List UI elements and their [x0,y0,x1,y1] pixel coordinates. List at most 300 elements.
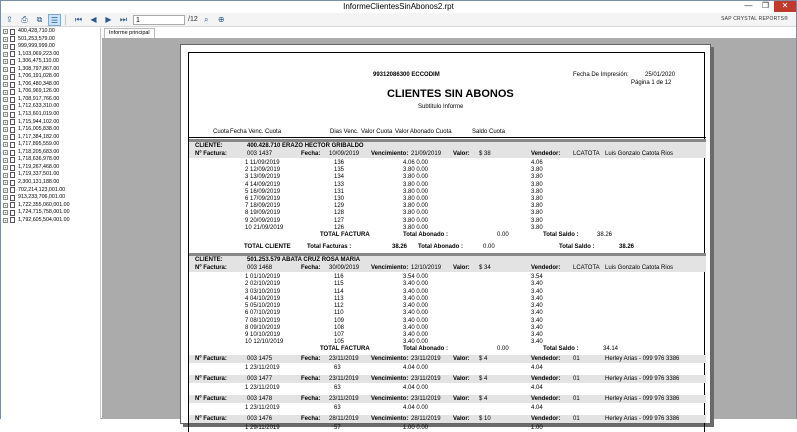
installment-balance: 3.40 [531,324,543,331]
invoice-balance-label: Total Saldo : [543,232,579,238]
invoice-label: Nº Factura: [195,376,227,382]
due-date-label: Vencimiento: [371,265,409,271]
due-date-label: Vencimiento: [371,356,409,362]
copy-icon[interactable]: ⧉ [36,14,43,24]
next-page-icon[interactable]: ▶ [105,14,112,24]
installment-row: 6 17/09/2019 [245,196,281,202]
tree-item[interactable] [1,141,100,149]
client-balance-label: Total Saldo : [559,244,595,250]
days-overdue: 136 [334,160,345,166]
tree-item-label: 1,792,605,504,001.00 [18,216,70,223]
seller-label: Vendedor: [531,376,561,382]
page-indicator: Página 1 de 12 [631,80,672,86]
due-date: 23/11/2019 [411,376,441,382]
expand-icon[interactable]: + [4,165,7,171]
installment-balance: 3.80 [531,181,543,188]
installment-amounts: 1.00 0.00 [403,425,429,431]
tree-item[interactable] [1,194,100,202]
page-number-input[interactable]: 1 [133,15,185,25]
invoice-date: 28/11/2019 [329,416,359,422]
installment-amounts: 3.40 0.00 [403,317,429,324]
installment-amounts: 4.06 0.00 [403,160,429,166]
print-date: 25/01/2020 [645,72,676,78]
document-icon [10,165,15,171]
invoice-number: 003 1468 [247,265,273,271]
installment-amounts: 4.04 0.00 [403,405,429,411]
tab-strip [102,28,796,38]
expand-icon[interactable]: + [4,202,7,208]
installment-row: 1 23/11/2019 [245,385,280,391]
seller-code: 01 [573,396,580,402]
invoice-date-label: Fecha: [301,265,321,271]
tree-item-label: 1,717,895,559.00 [18,141,60,148]
invoice-balance-label: Total Saldo : [543,346,579,352]
installment-amounts: 3.80 0.00 [403,196,429,202]
invoice-value-label: Valor: [453,265,470,271]
report-title: CLIENTES SIN ABONOS [387,88,514,100]
expand-icon[interactable]: + [4,210,7,216]
invoice-date: 23/11/2019 [329,376,359,382]
tree-item-label: 1,719,337,501.00 [18,171,60,178]
expand-icon[interactable]: + [4,195,7,201]
due-date-label: Vencimiento: [371,151,409,157]
expand-icon[interactable]: + [4,172,7,178]
report-page [180,44,711,431]
title-bar [1,1,796,13]
days-overdue: 126 [334,224,345,231]
installment-amounts: 3.80 0.00 [403,224,429,231]
tree-item[interactable] [1,179,100,187]
invoice-date-label: Fecha: [301,396,321,402]
tree-item[interactable] [1,28,100,36]
expand-icon[interactable]: + [4,134,7,140]
brand-label: SAP CRYSTAL REPORTS® [721,16,788,22]
installment-row: 10 12/10/2019 [245,339,284,346]
invoice-date: 23/11/2019 [329,396,359,402]
client-total-label: TOTAL CLIENTE [244,244,291,250]
installment-row: 2 12/09/2019 [245,167,281,174]
expand-icon[interactable]: + [4,74,7,80]
invoice-number: 003 1476 [247,416,273,422]
days-overdue: 127 [334,217,345,224]
seller-label: Vendedor: [531,265,561,271]
seller-code: LCATOTA [573,265,600,271]
report-subtitle: Subtitulo Informe [418,104,464,110]
tree-item[interactable] [1,43,100,51]
installment-row: 7 08/10/2019 [245,317,281,324]
tree-item-label: 1,724,715,758,001.00 [18,209,70,216]
document-icon [10,29,15,35]
due-date: 12/10/2019 [411,265,442,271]
seller-code: 01 [573,416,580,422]
tree-item[interactable] [1,66,100,74]
installment-row: 4 14/09/2019 [245,181,281,188]
expand-icon[interactable]: + [4,59,7,65]
column-header: Valor Cuota [361,129,393,135]
days-overdue: 63 [334,385,341,391]
installment-balance: 3.80 [531,203,543,210]
days-overdue: 135 [334,167,345,174]
expand-icon[interactable]: + [4,36,7,42]
invoice-label: Nº Factura: [195,265,227,271]
invoice-value-label: Valor: [453,356,470,362]
installment-row: 1 01/10/2019 [245,274,281,280]
installment-balance: 4.04 [531,405,543,411]
invoice-value: $ 34 [479,265,491,271]
expand-icon[interactable]: + [4,157,7,163]
days-overdue: 128 [334,210,345,217]
window-title: InformeClientesSinAbonos2.rpt [343,2,454,11]
tree-item[interactable] [1,119,100,127]
installment-balance: 3.40 [531,317,543,324]
tree-item[interactable] [1,103,100,111]
installment-row: 3 13/09/2019 [245,174,281,181]
invoice-paid-total: 0.00 [497,346,509,352]
toolbar [1,13,796,27]
client-invoices-total: 38.26 [392,244,408,250]
invoice-number: 003 1477 [247,376,273,382]
invoice-value: $ 4 [479,396,488,402]
invoice-balance-total: 34.14 [603,346,619,352]
invoice-date: 23/11/2019 [329,356,359,362]
installment-balance: 3.80 [531,167,543,174]
days-overdue: 105 [334,339,345,346]
first-page-icon[interactable]: ⏮ [74,14,83,24]
expand-icon[interactable]: + [4,142,7,148]
installment-balance: 4.04 [531,365,543,371]
last-page-icon[interactable]: ⏭ [119,14,128,24]
installment-row: 1 29/11/2019 [245,425,280,431]
invoice-date: 30/09/2019 [329,265,360,271]
days-overdue: 109 [334,317,345,324]
tree-item[interactable] [1,149,100,157]
client-label: CLIENTE: [195,257,223,263]
document-icon [10,195,15,201]
invoice-value-label: Valor: [453,376,470,382]
tree-item-label: 1,706,191,028.00 [18,73,60,80]
invoice-value-label: Valor: [453,396,470,402]
days-overdue: 130 [334,196,345,202]
document-icon [10,142,15,148]
installment-row: 5 05/10/2019 [245,303,281,309]
tree-item[interactable] [1,73,100,81]
invoice-balance-total: 38.26 [597,232,613,238]
document-icon [10,74,15,80]
seller-code: 01 [573,356,580,362]
tree-item-label: 501,253,579.00 [18,35,55,42]
expand-icon[interactable]: + [4,119,7,125]
due-date: 21/09/2019 [411,151,442,157]
seller-name: Herley Arias - 099 976 3386 [605,356,680,362]
document-icon [10,202,15,208]
days-overdue: 108 [334,324,345,331]
tab-main-report[interactable]: Informe principal [104,28,155,38]
tree-item-label: 1,708,917,766.00 [18,95,60,102]
tree-item-label: 1,722,355,060,001.00 [18,201,70,208]
invoice-value: $ 10 [479,416,491,422]
tree-item[interactable] [1,217,100,225]
days-overdue: 107 [334,332,345,338]
tree-item-label: 913,233,706,001.00 [18,194,66,201]
installment-row: 5 16/09/2019 [245,188,281,195]
installment-amounts: 3.40 0.00 [403,324,429,331]
search-icon[interactable]: ⌕ [203,14,209,24]
expand-icon[interactable]: + [4,112,7,118]
expand-icon[interactable]: + [4,89,7,95]
tree-item[interactable] [1,126,100,134]
document-icon [10,217,15,223]
document-icon [10,127,15,133]
expand-icon[interactable]: + [4,217,7,223]
group-tree [1,28,101,419]
tree-item-label: 702,214,123,001.00 [18,186,66,193]
days-overdue: 57 [334,425,341,431]
report-viewer[interactable] [102,38,796,431]
expand-icon[interactable]: + [4,104,7,110]
due-date-label: Vencimiento: [371,396,409,402]
due-date-label: Vencimiento: [371,416,409,422]
tree-item-label: 1,717,384,182.00 [18,133,60,140]
export-icon[interactable]: ⇪ [6,14,13,24]
installment-balance: 3.80 [531,174,543,181]
days-overdue: 133 [334,181,345,188]
seller-label: Vendedor: [531,396,561,402]
days-overdue: 112 [334,303,344,309]
tree-item-label: 400,428,710.00 [18,28,55,35]
print-date-label: Fecha De Impresión: [573,72,629,78]
tree-item[interactable] [1,36,100,44]
installment-amounts: 3.40 0.00 [403,295,429,302]
invoice-label: Nº Factura: [195,396,227,402]
document-icon [10,59,15,65]
installment-amounts: 4.04 0.00 [403,365,429,371]
invoice-label: Nº Factura: [195,356,227,362]
document-icon [10,82,15,88]
tree-item[interactable] [1,111,100,119]
document-icon [10,150,15,156]
due-date: 28/11/2019 [411,416,441,422]
tree-item-label: 999,999,999.00 [18,43,55,50]
installment-amounts: 3.80 0.00 [403,181,429,188]
document-icon [10,157,15,163]
expand-icon[interactable]: + [4,187,7,193]
tree-item-label: 1,716,005,838.00 [18,126,60,133]
seller-name: Herley Arias - 099 976 3386 [605,396,680,402]
expand-icon[interactable]: + [4,82,7,88]
due-date: 23/11/2019 [411,356,441,362]
zoom-icon[interactable]: ⊕ [217,14,225,24]
installment-balance: 3.54 [531,274,543,280]
invoice-total-label: TOTAL FACTURA [320,346,370,352]
seller-name: Herley Arias - 099 976 3386 [605,376,680,382]
expand-icon[interactable]: + [4,150,7,156]
tree-item-label: 1,718,636,978.00 [18,156,60,163]
installment-balance: 3.40 [531,339,543,346]
expand-icon[interactable]: + [4,51,7,57]
installment-amounts: 3.54 0.00 [403,274,429,280]
days-overdue: 113 [334,295,344,302]
document-icon [10,104,15,110]
invoice-date-label: Fecha: [301,416,321,422]
minimize-button[interactable]: — [744,1,753,10]
tree-item-label: 1,712,633,310.00 [18,103,60,110]
installment-balance: 3.40 [531,310,543,317]
tree-item-label: 1,719,267,468.00 [18,163,60,170]
installment-balance: 3.80 [531,188,543,195]
invoice-date: 10/09/2019 [329,151,360,157]
installment-balance: 3.40 [531,332,543,338]
invoice-date-label: Fecha: [301,151,321,157]
installment-amounts: 3.80 0.00 [403,167,429,174]
maximize-button[interactable]: ❐ [761,1,770,10]
days-overdue: 63 [334,405,341,411]
tree-item[interactable] [1,156,100,164]
days-overdue: 116 [334,274,344,280]
tree-item[interactable] [1,186,100,194]
invoice-value: $ 38 [479,151,491,157]
seller-name: Herley Arias - 099 976 3386 [605,416,680,422]
installment-amounts: 3.80 0.00 [403,174,429,181]
print-icon[interactable]: ⎙ [21,14,28,24]
tree-item-label: 1,308,797,867.00 [18,65,60,72]
days-overdue: 115 [334,281,344,288]
client-invoices-label: Total Facturas : [307,244,352,250]
installment-amounts: 4.04 0.00 [403,385,429,391]
group-tree-toggle-icon[interactable]: ☰ [48,14,61,26]
document-icon [10,51,15,57]
installment-row: 1 23/11/2019 [245,365,280,371]
invoice-number: 003 1475 [247,356,273,362]
company-name: 99312086300 ECCODIM [373,72,440,78]
document-icon [10,44,15,50]
close-button[interactable]: ✕ [774,1,796,12]
client-label: CLIENTE: [195,143,223,149]
days-overdue: 114 [334,288,344,295]
days-overdue: 129 [334,203,345,210]
installment-row: 6 07/10/2019 [245,310,281,317]
tree-item-label: 1,706,480,348.00 [18,80,60,87]
document-icon [10,89,15,95]
installment-amounts: 3.80 0.00 [403,203,429,210]
installment-amounts: 3.80 0.00 [403,188,429,195]
invoice-value-label: Valor: [453,151,470,157]
seller-code: 01 [573,376,580,382]
seller-label: Vendedor: [531,356,561,362]
invoice-date-label: Fecha: [301,356,321,362]
tree-item-label: 1,718,205,683.00 [18,148,60,155]
installment-balance: 3.40 [531,295,543,302]
document-icon [10,187,15,193]
expand-icon[interactable]: + [4,127,7,133]
tree-item[interactable] [1,171,100,179]
page-count: /12 [188,16,198,23]
seller-code: LCATOTA [573,151,600,157]
tree-item[interactable] [1,134,100,142]
invoice-number: 003 1437 [247,151,273,157]
invoice-paid-total: 0.00 [497,232,509,238]
installment-amounts: 3.80 0.00 [403,210,429,217]
invoice-label: Nº Factura: [195,416,227,422]
expand-icon[interactable]: + [4,67,7,72]
invoice-value-label: Valor: [453,416,470,422]
installment-balance: 3.80 [531,196,543,202]
column-header: Fecha Venc. Cuota [230,129,282,135]
installment-balance: 3.40 [531,303,543,309]
expand-icon[interactable]: + [4,44,7,50]
document-icon [10,172,15,178]
installment-row: 2 02/10/2019 [245,281,281,288]
tree-item[interactable] [1,209,100,217]
tree-item[interactable] [1,58,100,66]
expand-icon[interactable]: + [4,29,7,35]
installment-balance: 3.40 [531,288,543,295]
client-paid-total: 0.00 [483,244,495,250]
tree-item-label: 1,715,944,102.00 [18,118,60,125]
report-content [188,52,705,432]
column-header: Dias Venc. [330,129,359,135]
tree-item[interactable] [1,88,100,96]
installment-row: 9 20/09/2019 [245,217,281,224]
document-icon [10,36,15,42]
days-overdue: 131 [334,188,345,195]
installment-row: 3 03/10/2019 [245,288,281,295]
tree-item[interactable] [1,51,100,59]
installment-row: 8 19/09/2019 [245,210,281,217]
days-overdue: 110 [334,310,344,317]
tree-item[interactable] [1,202,100,210]
expand-icon[interactable]: + [4,97,7,103]
invoice-date-label: Fecha: [301,376,321,382]
tree-item-label: 1,306,475,110.00 [18,58,59,65]
document-icon [10,210,15,216]
document-icon [10,67,15,73]
installment-balance: 3.80 [531,224,543,231]
installment-amounts: 3.40 0.00 [403,288,429,295]
installment-amounts: 3.40 0.00 [403,310,429,317]
column-header: Valor Abonado Cuota [395,129,452,135]
installment-amounts: 3.40 0.00 [403,332,429,338]
document-icon [10,97,15,103]
tree-item[interactable] [1,81,100,89]
document-icon [10,180,15,186]
invoice-label: Nº Factura: [195,151,227,157]
installment-row: 7 18/09/2019 [245,203,281,210]
days-overdue: 63 [334,365,341,371]
installment-balance: 3.40 [531,281,543,288]
invoice-value: $ 4 [479,376,488,382]
document-icon [10,119,15,125]
installment-row: 9 10/10/2019 [245,332,281,338]
tree-item-label: 1,706,969,126.00 [18,88,60,95]
tree-item-label: 2,300,131,188.00 [18,178,60,185]
expand-icon[interactable]: + [4,180,7,186]
previous-page-icon[interactable]: ◀ [90,14,97,24]
invoice-value: $ 4 [479,356,488,362]
invoice-total-label: TOTAL FACTURA [320,232,370,238]
toolbar-divider [65,15,66,25]
installment-amounts: 3.80 0.00 [403,217,429,224]
invoice-paid-label: Total Abonado : [403,232,448,238]
tree-item[interactable] [1,96,100,104]
tree-item[interactable] [1,164,100,172]
due-date: 23/11/2019 [411,396,441,402]
document-icon [10,134,15,140]
client-name: 501.253.579 ABATA CRUZ ROSA MARIA [247,257,361,263]
installment-balance: 3.80 [531,217,543,224]
invoice-number: 003 1478 [247,396,273,402]
client-paid-label: Total Abonado : [418,244,463,250]
installment-amounts: 3.40 0.00 [403,303,429,309]
